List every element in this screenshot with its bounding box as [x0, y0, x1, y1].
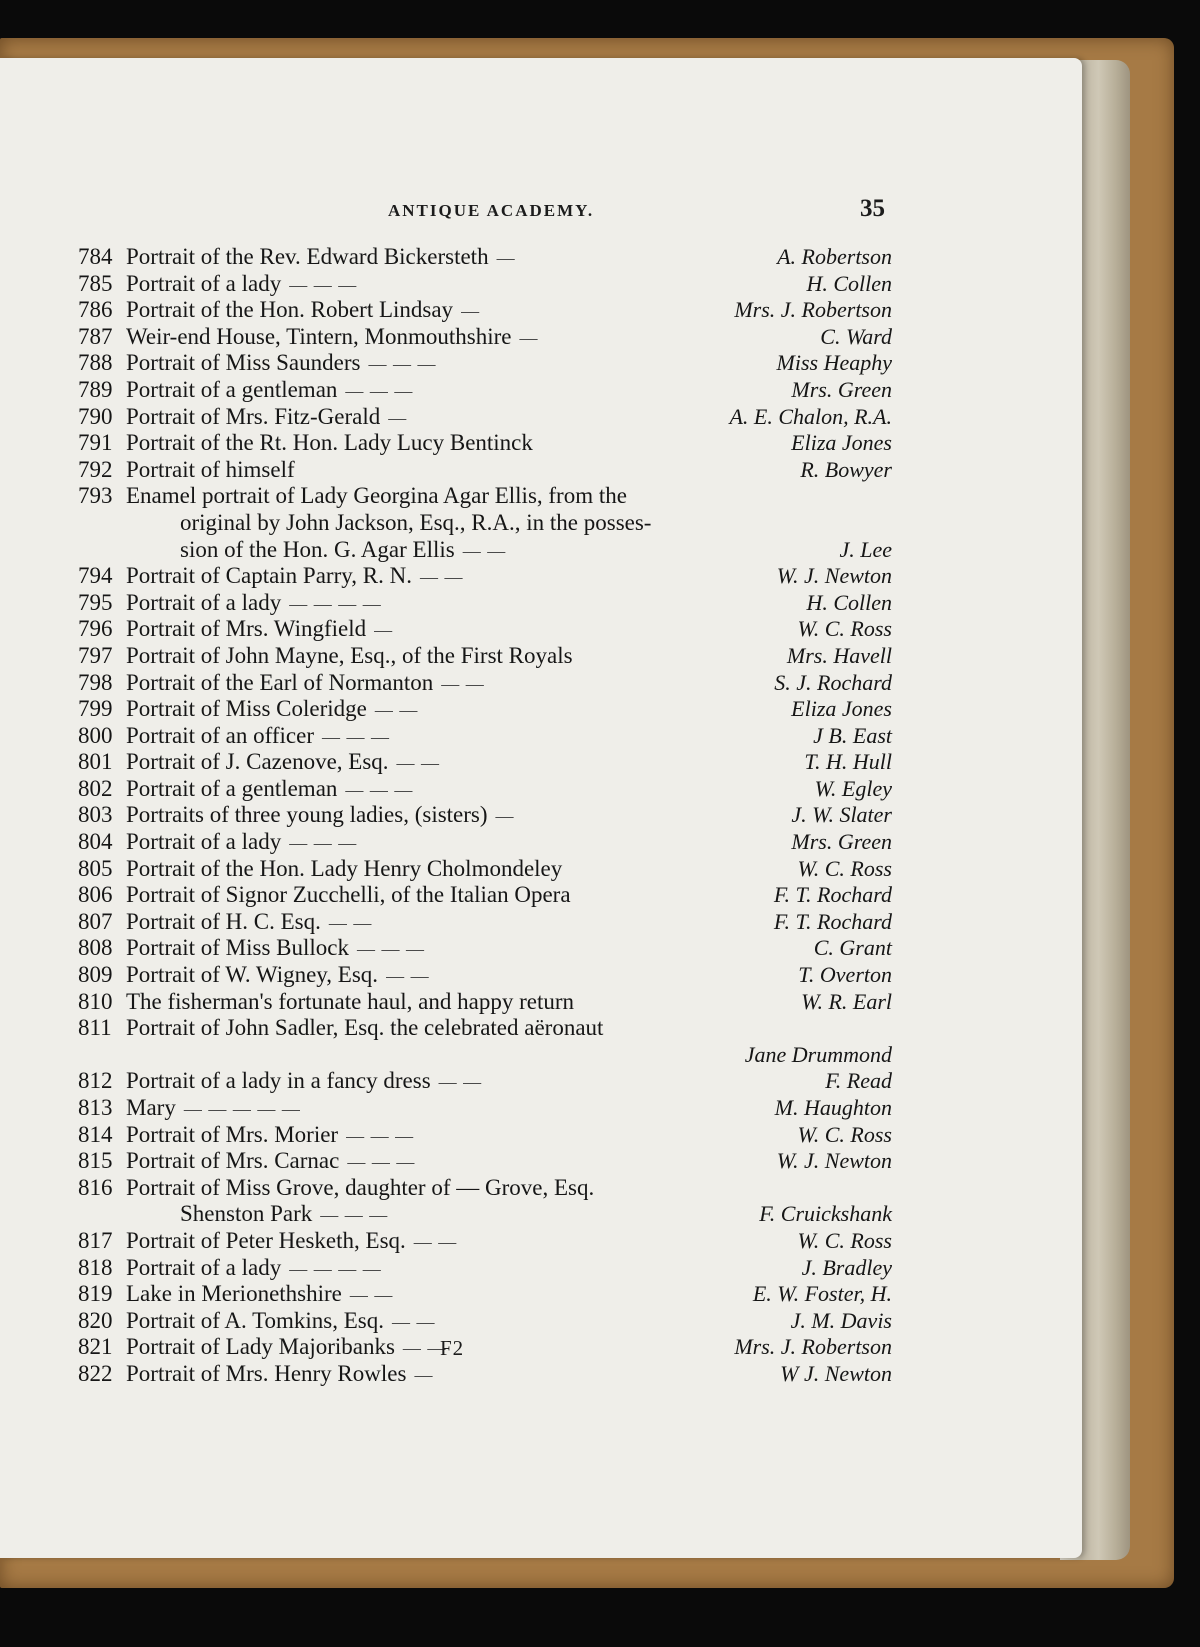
catalogue-entry — [78, 1148, 892, 1175]
entry-number: 811 — [78, 1015, 112, 1041]
catalogue-entry — [78, 1308, 892, 1335]
entry-artist: R. Bowyer — [800, 456, 892, 482]
entry-artist: Mrs. Green — [791, 829, 892, 855]
catalogue-entry — [78, 696, 892, 723]
entry-artist: F. Read — [825, 1068, 892, 1094]
catalogue-entry — [78, 563, 892, 590]
entry-number: 805 — [78, 855, 113, 881]
catalogue-entry — [78, 802, 892, 829]
entry-number: 819 — [78, 1281, 113, 1307]
entry-artist: W. J. Newton — [776, 1148, 892, 1174]
entry-title: Portrait of Miss Grove, daughter of — Grove, Esq. — [126, 1174, 595, 1200]
catalogue-entry — [78, 1255, 892, 1282]
entry-title: Portrait of H. C. Esq. — [126, 908, 321, 934]
catalogue-entry — [78, 1122, 892, 1149]
entry-artist: W. C. Ross — [797, 855, 892, 881]
entry-artist: W. C. Ross — [797, 616, 892, 642]
entry-artist: W. J. Newton — [776, 563, 892, 589]
entry-number: 800 — [78, 722, 113, 748]
entry-dashes: — — [374, 620, 394, 641]
entry-number: 804 — [78, 829, 113, 855]
entry-artist: Jane Drummond — [744, 1041, 892, 1067]
entry-artist: Mrs. Havell — [786, 642, 892, 668]
entry-artist: T. Overton — [798, 962, 892, 988]
entry-artist: H. Collen — [806, 270, 892, 296]
entry-title: Portrait of a lady in a fancy dress — [126, 1068, 431, 1094]
entry-dashes: — — [519, 327, 539, 348]
entry-dashes: — — — — [345, 380, 414, 401]
entry-dashes: — — — [349, 1285, 394, 1306]
entry-title: Portrait of Mrs. Henry Rowles — [126, 1360, 407, 1386]
catalogue-entry — [78, 856, 892, 883]
entry-artist: F. T. Rochard — [773, 908, 892, 934]
entry-title: Portrait of Miss Coleridge — [126, 696, 367, 722]
entry-artist: W. C. Ross — [797, 1121, 892, 1147]
entry-title: Portrait of Peter Hesketh, Esq. — [126, 1227, 406, 1253]
catalogue-entry — [78, 430, 892, 457]
entry-artist: E. W. Foster, H. — [752, 1281, 892, 1307]
entry-dashes: — — — [413, 1231, 458, 1252]
entry-number: 791 — [78, 430, 113, 456]
entry-title: Portrait of Miss Saunders — [126, 350, 361, 376]
entry-title: Portrait of the Hon. Lady Henry Cholmondeley — [126, 855, 563, 881]
entry-dashes: — — — — — — [183, 1099, 301, 1119]
entry-artist: W. R. Earl — [801, 988, 892, 1014]
entry-number: 793 — [78, 483, 113, 509]
entry-number: 787 — [78, 323, 113, 349]
catalogue-entry — [78, 670, 892, 697]
entry-dashes: — — — — — [289, 593, 382, 614]
entry-number: 815 — [78, 1148, 113, 1174]
entry-artist: J B. East — [813, 722, 892, 748]
entry-number: 812 — [78, 1068, 113, 1094]
entry-artist: S. J. Rochard — [774, 669, 892, 695]
continuation-text: Shenston Park — [180, 1201, 313, 1227]
entry-artist: W. C. Ross — [797, 1227, 892, 1253]
catalogue-entry — [78, 244, 892, 271]
entry-title: Portrait of Mrs. Morier — [126, 1121, 339, 1147]
entry-dashes: — — — [328, 912, 373, 933]
entry-dashes: — — [461, 301, 481, 322]
entry-dashes: — — — — [347, 1152, 416, 1173]
entry-artist: Eliza Jones — [791, 430, 892, 456]
entry-number: 821 — [78, 1334, 113, 1360]
catalogue-entry — [78, 1175, 892, 1202]
entry-title: Portrait of Mrs. Fitz-Gerald — [126, 403, 381, 429]
catalogue-entry — [78, 1281, 892, 1308]
entry-dashes: — — [495, 806, 515, 827]
entry-number: 790 — [78, 403, 113, 429]
page-number: 35 — [860, 195, 885, 222]
entry-title: Portrait of the Rev. Edward Bickersteth — [126, 244, 489, 269]
entry-artist: Mrs. J. Robertson — [734, 1334, 892, 1360]
entry-title: Portrait of Miss Bullock — [126, 935, 349, 961]
catalogue-entry — [78, 935, 892, 962]
entry-dashes: — — — — — [289, 1258, 382, 1279]
entry-number: 806 — [78, 882, 113, 908]
entry-number: 785 — [78, 270, 113, 296]
entry-title: Portrait of the Earl of Normanton — [126, 669, 434, 695]
entry-artist: H. Collen — [806, 589, 892, 615]
entry-dashes: — — — [374, 700, 419, 721]
entry-dashes: — — — — [320, 1205, 389, 1226]
entry-dashes: — — — [419, 567, 464, 588]
entry-number: 813 — [78, 1095, 113, 1120]
catalogue-entry — [78, 882, 892, 909]
entry-title: Portrait of an officer — [126, 722, 314, 748]
catalogue-entry — [78, 989, 892, 1016]
catalogue-entry — [78, 616, 892, 643]
entry-dashes: — — — — [321, 726, 390, 747]
entry-artist: W. Egley — [814, 775, 892, 801]
catalogue-entry — [78, 723, 892, 750]
entry-artist: J. Lee — [839, 536, 892, 562]
entry-title: Portrait of John Mayne, Esq., of the First Royals — [126, 642, 573, 668]
entry-artist: Mrs. Green — [791, 376, 892, 402]
catalogue-entry — [78, 1361, 892, 1388]
entry-number: 796 — [78, 616, 113, 642]
entry-dashes: — — [414, 1364, 434, 1385]
entry-title: Portrait of himself — [126, 456, 295, 482]
catalogue-entry — [78, 1228, 892, 1255]
entry-dashes: — — — — [289, 274, 358, 295]
catalogue-entry — [78, 829, 892, 856]
entry-artist: J. M. Davis — [790, 1307, 892, 1333]
entry-number: 816 — [78, 1174, 113, 1200]
entry-artist: A. E. Chalon, R.A. — [729, 403, 892, 429]
entry-artist: A. Robertson — [777, 244, 892, 269]
entry-title: Portrait of the Rt. Hon. Lady Lucy Bentinck — [126, 430, 533, 456]
entry-continuation — [78, 537, 892, 564]
entry-title: Portrait of Mrs. Wingfield — [126, 616, 367, 642]
entry-number: 799 — [78, 696, 113, 722]
entry-artist: Miss Heaphy — [776, 350, 892, 376]
entry-dashes: — — [388, 407, 408, 428]
entry-number: 808 — [78, 935, 113, 961]
entry-dashes: — — — — [368, 354, 437, 375]
continuation-text: original by John Jackson, Esq., R.A., in the posses- — [180, 509, 652, 535]
entry-dashes: — — — [462, 540, 507, 561]
entry-title: Weir-end House, Tintern, Monmouthshire — [126, 323, 512, 349]
entry-title: Portrait of Captain Parry, R. N. — [126, 563, 412, 589]
entry-title: Portrait of a lady — [126, 829, 282, 855]
entry-title: Portrait of John Sadler, Esq. the celebrated aëronaut — [126, 1015, 604, 1041]
entry-artist: M. Haughton — [774, 1095, 892, 1120]
catalogue-entry — [78, 271, 892, 298]
entry-title: Portrait of a lady — [126, 270, 282, 296]
entry-title: Portrait of a gentleman — [126, 775, 338, 801]
entry-continuation — [78, 510, 892, 537]
entry-number: 797 — [78, 642, 113, 668]
continuation-text: sion of the Hon. G. Agar Ellis — [180, 536, 455, 562]
catalogue-entry — [78, 404, 892, 431]
entry-number: 817 — [78, 1227, 113, 1253]
entry-artist: W J. Newton — [780, 1360, 892, 1386]
entry-number: 786 — [78, 297, 113, 323]
entry-number: 795 — [78, 589, 113, 615]
entry-title: The fisherman's fortunate haul, and happy return — [126, 988, 575, 1014]
entry-number: 822 — [78, 1360, 113, 1386]
entry-dashes: — — — — [345, 779, 414, 800]
entry-title: Enamel portrait of Lady Georgina Agar Ellis, from the — [126, 483, 627, 509]
entry-artist: F. T. Rochard — [773, 882, 892, 908]
entry-dashes: — — — [396, 753, 441, 774]
entry-number: 807 — [78, 908, 113, 934]
entry-title: Portrait of W. Wigney, Esq. — [126, 962, 379, 988]
entry-artist: T. H. Hull — [804, 749, 892, 775]
catalogue-entry — [78, 377, 892, 404]
signature-mark: F2 — [440, 1336, 465, 1360]
entry-dashes: — — — [441, 673, 485, 694]
entry-number: 803 — [78, 802, 113, 828]
entry-number: 814 — [78, 1121, 113, 1147]
entry-dashes: — — [496, 248, 516, 268]
entry-title: Portrait of Signor Zucchelli, of the Italian Opera — [126, 882, 571, 908]
entry-dashes: — — — — [346, 1125, 415, 1146]
catalogue-entry — [78, 909, 892, 936]
entry-number: 801 — [78, 749, 113, 775]
entry-title: Portrait of a gentleman — [126, 376, 338, 402]
catalogue-entries — [78, 244, 892, 1388]
catalogue-entry — [78, 1095, 892, 1122]
catalogue-entry — [78, 297, 892, 324]
entry-number: 810 — [78, 988, 113, 1014]
entry-artist: Eliza Jones — [791, 696, 892, 722]
entry-continuation — [78, 1201, 892, 1228]
entry-number: 792 — [78, 456, 113, 482]
catalogue-entry — [78, 1334, 892, 1361]
catalogue-entry — [78, 590, 892, 617]
catalogue-entry — [78, 776, 892, 803]
catalogue-entry — [78, 1015, 892, 1042]
entry-number: 784 — [78, 244, 113, 269]
entry-number: 794 — [78, 563, 113, 589]
entry-artist: C. Ward — [820, 323, 892, 349]
entry-title: Portrait of A. Tomkins, Esq. — [126, 1307, 384, 1333]
catalogue-entry — [78, 483, 892, 510]
entry-number: 798 — [78, 669, 113, 695]
entry-artist: J. W. Slater — [791, 802, 892, 828]
catalogue-entry — [78, 457, 892, 484]
catalogue-entry — [78, 350, 892, 377]
entry-dashes: — — — — [356, 939, 425, 960]
entry-title: Portrait of Lady Majoribanks — [126, 1334, 395, 1360]
entry-number: 802 — [78, 775, 113, 801]
catalogue-entry — [78, 324, 892, 351]
entry-number: 820 — [78, 1307, 113, 1333]
entry-dashes: — — — — [289, 833, 358, 854]
entry-title: Portrait of J. Cazenove, Esq. — [126, 749, 389, 775]
entry-title: Portraits of three young ladies, (sisters) — [126, 802, 488, 828]
entry-dashes: — — — [386, 966, 430, 987]
entry-title: Portrait of the Hon. Robert Lindsay — [126, 297, 454, 323]
entry-artist: C. Grant — [813, 935, 892, 961]
entry-dashes: — — — [402, 1338, 447, 1359]
entry-number: 818 — [78, 1254, 113, 1280]
entry-title: Portrait of a lady — [126, 589, 282, 615]
running-title: ANTIQUE ACADEMY. — [388, 201, 595, 220]
entry-artist: J. Bradley — [801, 1254, 892, 1280]
catalogue-entry — [78, 643, 892, 670]
catalogue-entry — [78, 1068, 892, 1095]
entry-title: Portrait of Mrs. Carnac — [126, 1148, 340, 1174]
catalogue-entry — [78, 962, 892, 989]
entry-title: Mary — [126, 1095, 176, 1120]
entry-title: Lake in Merionethshire — [126, 1281, 342, 1307]
entry-number: 789 — [78, 376, 113, 402]
entry-artist: Mrs. J. Robertson — [734, 297, 892, 323]
entry-dashes: — — — [438, 1072, 483, 1093]
entry-title: Portrait of a lady — [126, 1254, 282, 1280]
entry-artist: F. Cruickshank — [759, 1201, 892, 1227]
catalogue-entry — [78, 749, 892, 776]
entry-number: 788 — [78, 350, 113, 376]
entry-dashes: — — — [392, 1311, 436, 1332]
entry-number: 809 — [78, 962, 113, 988]
